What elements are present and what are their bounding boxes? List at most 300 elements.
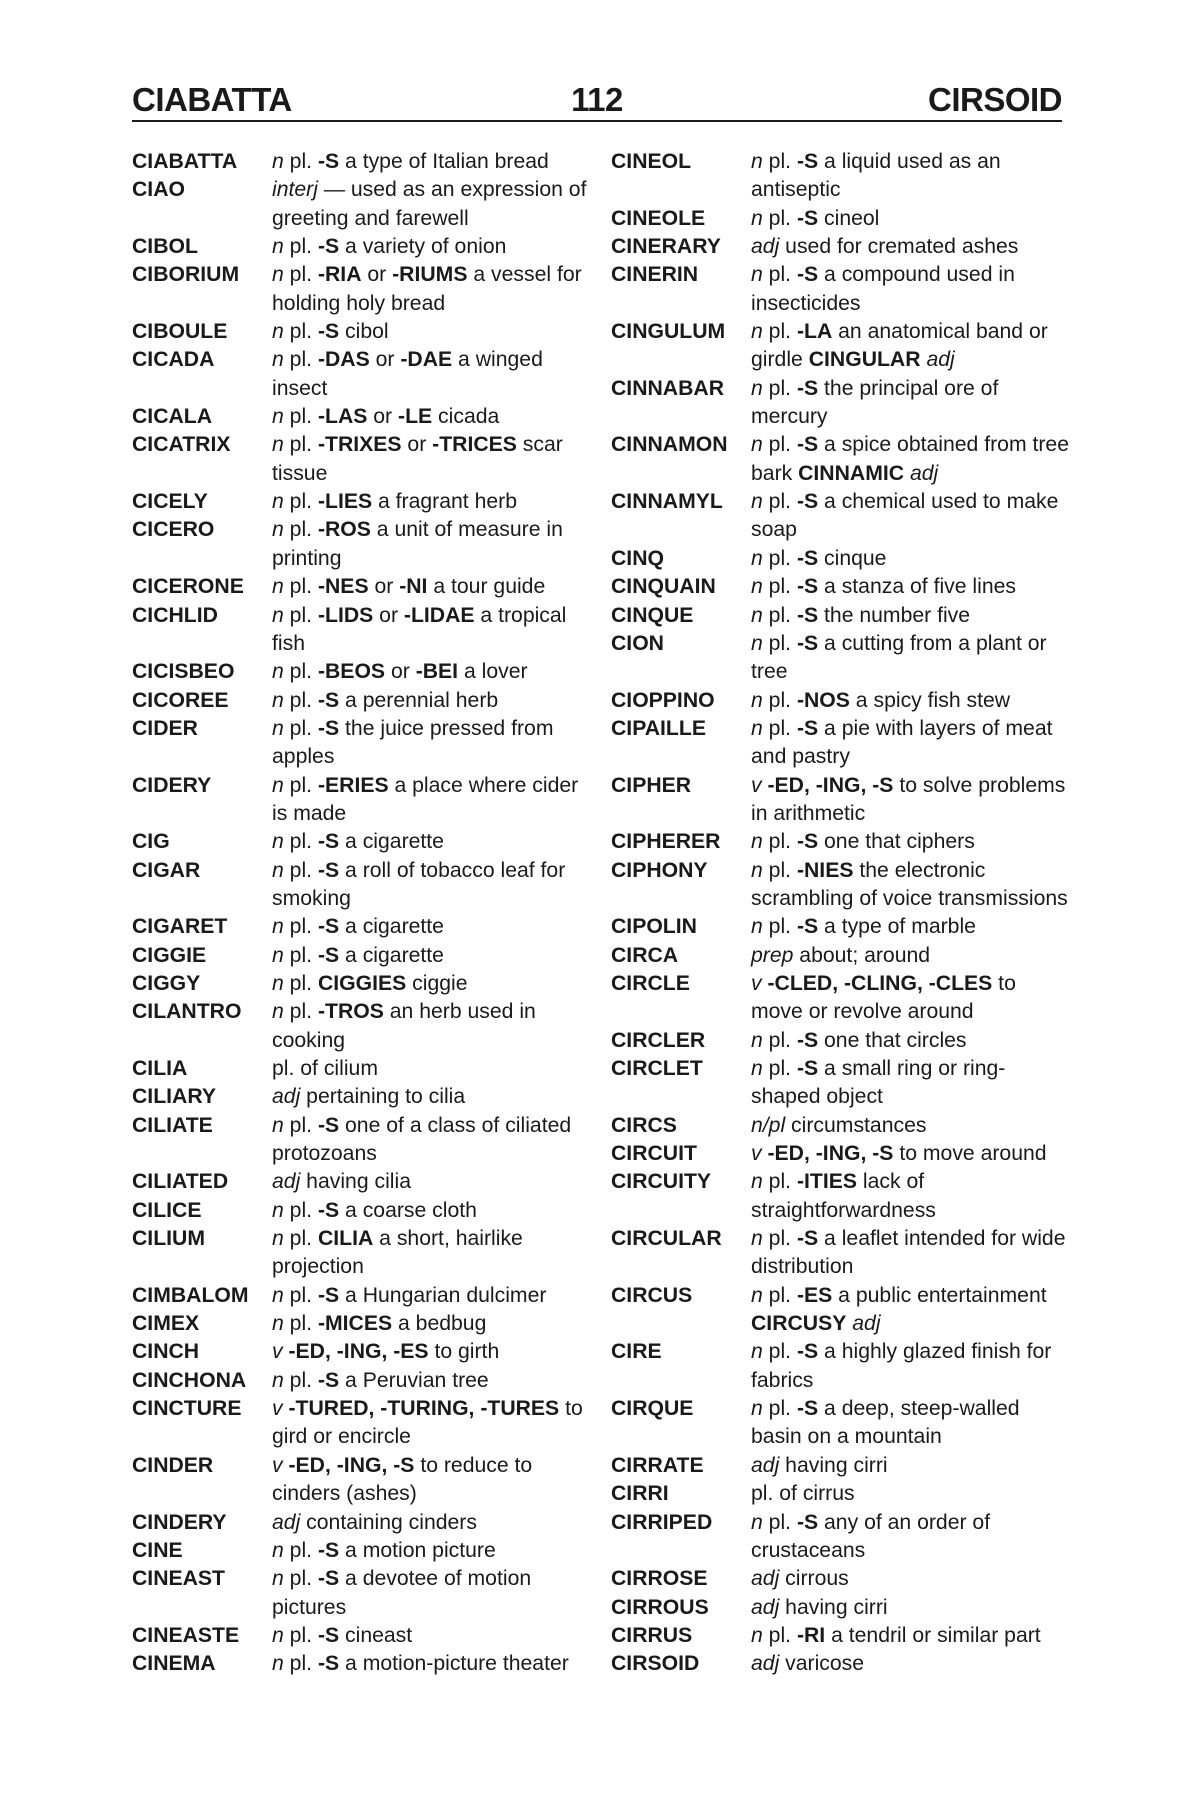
definition-text: any of an order of crustaceans [751,1510,991,1562]
definition [272,1452,592,1509]
dictionary-entry [611,1055,1071,1112]
definition [272,602,592,659]
part-of-speech: adj [852,1312,881,1336]
dictionary-entry [611,1509,1071,1566]
inflection: -TRICES [432,433,517,457]
part-of-speech: interj [272,178,318,202]
part-of-speech: n [272,263,284,287]
part-of-speech: prep [751,943,794,967]
headword: CIBOULE [132,320,228,344]
definition-text: a coarse cloth [339,1198,477,1222]
dictionary-entry [611,1027,1071,1055]
definition-text: pl. [762,433,797,457]
part-of-speech: n [272,235,284,259]
dictionary-entry [132,772,592,829]
dictionary-entry [611,261,1071,318]
inflection: -S [317,1198,340,1222]
part-of-speech: n [272,971,284,995]
dictionary-entry [132,658,592,686]
headword: CIRCA [611,943,679,967]
part-of-speech: n [751,150,763,173]
definition-text: a deep, steep-walled basin on a mountain [751,1397,1020,1449]
inflection: -S [796,631,819,655]
definition-text: a highly glazed finish for fabrics [751,1340,1052,1392]
definition [272,1083,592,1111]
definition-text: a pie with layers of meat and pastry [751,716,1053,769]
inflection: -S [796,1397,819,1421]
part-of-speech: n [751,263,763,287]
inflection: -S [317,1538,340,1562]
dictionary-entry [132,1509,592,1537]
inflection: -LAS [317,405,368,429]
definition-text: pertaining to cilia [300,1085,466,1109]
definition-text: circumstances [785,1113,927,1137]
definition-text: or [401,433,433,457]
headword: CINNABAR [611,376,724,400]
part-of-speech: adj [751,1652,780,1676]
definition-text: a lover [458,660,528,684]
dictionary-entry [132,1565,592,1622]
inflection: -S [317,150,340,173]
inflection: -S [317,1567,340,1591]
definition-text: to solve problems in arithmetic [751,773,1066,825]
headword: CILIATE [132,1113,213,1137]
definition-text: a motion picture [339,1538,496,1562]
definition-text: pl. [762,546,797,570]
dictionary-entry [611,1452,1071,1480]
dictionary-entry [132,1168,592,1196]
definition-text: lack of straightforwardness [751,1170,936,1222]
definition [272,1395,592,1452]
definition [272,261,592,318]
definition [751,942,1071,970]
part-of-speech: adj [751,1595,780,1619]
dictionary-entry [611,1622,1071,1650]
dictionary-entry [611,942,1071,970]
definition-text: a vessel for holding holy bread [272,263,582,315]
inflection: -S [796,150,819,173]
dictionary-entry [611,970,1071,1027]
part-of-speech: n [751,1397,763,1421]
headword: CICHLID [132,603,218,627]
definition [751,233,1071,261]
inflection: -S [796,263,819,287]
definition-text: pl. [762,1170,797,1194]
dictionary-entry [132,1367,592,1395]
definition-text: pl. [283,320,318,344]
headword: CIRCUIT [611,1142,697,1166]
dictionary-entry [132,233,592,261]
dictionary-entry [611,630,1071,687]
left-column [132,148,592,1679]
headword: CINDERY [132,1510,227,1534]
definition [751,1027,1071,1055]
headword: CINERIN [611,263,699,287]
dictionary-entry [132,1395,592,1452]
definition [751,545,1071,573]
definition-text: to move or revolve around [751,971,1016,1024]
inflection: -S [796,716,819,740]
definition [751,687,1071,715]
definition-text: pl. [762,575,797,599]
definition-text: pl. [762,1623,797,1647]
definition-text: pl. [762,1397,797,1421]
definition [272,233,592,261]
headword: CICOREE [132,688,229,712]
inflection: -RIUMS [392,263,468,287]
part-of-speech: n [751,1028,763,1052]
right-column [611,148,1071,1679]
definition [751,148,1071,205]
definition-text: — used as an expression of greeting and farewell [272,178,587,230]
definition [751,1112,1071,1140]
definition [751,715,1071,772]
definition-text: or [361,263,393,287]
definition [751,1622,1071,1650]
definition-text: pl. [283,518,318,542]
inflection: -NOS [796,688,850,712]
definition [751,630,1071,687]
headword: CINCTURE [132,1397,242,1421]
headword: CINDER [132,1453,214,1477]
definition-text: pl. [762,206,797,230]
headword: CINEOL [611,150,692,173]
inflection: -S [796,1057,819,1080]
definition-text: pl. [283,348,318,372]
inflection: -S [317,858,340,882]
page-header [132,80,1062,122]
dictionary-entry [132,346,592,403]
headword: CINEAST [132,1567,225,1591]
dictionary-entry [132,1650,592,1678]
inflection: -S [796,1028,819,1052]
dictionary-entry [611,828,1071,856]
inflection: -S [796,1510,819,1534]
definition [272,970,592,998]
part-of-speech: n [272,830,284,854]
inflection: -ITIES [796,1170,857,1194]
definition-text: a liquid used as an antiseptic [751,150,1001,202]
headword: CIRRUS [611,1623,693,1647]
right-guide-word: CIRSOID [927,81,1062,118]
definition-text: a public entertainment [832,1283,1047,1307]
definition-text: having cirri [779,1595,888,1619]
inflection: -NIES [796,858,854,882]
definition-text: a Hungarian dulcimer [339,1283,547,1307]
definition [272,1565,592,1622]
part-of-speech: adj [926,348,955,372]
definition-text: pl. [283,1000,318,1024]
definition-text: pl. [762,1227,797,1251]
definition-text: pl. [283,830,318,854]
dictionary-entry [132,970,592,998]
dictionary-entry [132,148,592,176]
part-of-speech: n [751,206,763,230]
dictionary-entry [611,1395,1071,1452]
headword: CIPHONY [611,858,708,882]
part-of-speech: n [272,320,284,344]
dictionary-entry [611,148,1071,205]
dictionary-entry [132,715,592,772]
definition [272,772,592,829]
definition [751,1452,1071,1480]
definition-text: to move around [893,1142,1047,1166]
inflection: -BEOS [317,660,386,684]
inflection: -S [317,235,340,259]
headword: CICALA [132,405,213,429]
inflection: -LIDS [317,603,374,627]
definition [272,1282,592,1310]
definition-text: pl. [283,405,318,429]
definition-text: one that ciphers [818,830,975,854]
headword: CIRSOID [611,1652,700,1676]
part-of-speech: n [272,1623,284,1647]
definition-text: pl. of cilium [272,1057,378,1080]
inflection: -ES [796,1283,833,1307]
inflection: CILIA [317,1227,374,1251]
dictionary-entry [611,1594,1071,1622]
definition-text: cinque [818,546,887,570]
definition [751,970,1071,1027]
definition-text: a chemical used to make soap [751,490,1059,542]
dictionary-entry [132,1282,592,1310]
dictionary-entry [132,488,592,516]
definition-text: the electronic scrambling of voice transmissions [751,858,1068,910]
part-of-speech: adj [751,1453,780,1477]
dictionary-entry [611,687,1071,715]
definition-text: pl. [762,915,797,939]
definition-text: the principal ore of mercury [751,376,999,429]
definition-text: a cutting from a plant or tree [751,631,1047,684]
part-of-speech: n [272,915,284,939]
part-of-speech: n [751,320,763,344]
part-of-speech: adj [751,235,780,259]
headword: CIG [132,830,170,854]
definition-text: pl. [283,1623,318,1647]
definition-text: or [368,575,400,599]
definition-text: a tendril or similar part [825,1623,1041,1647]
part-of-speech: n [272,1567,284,1591]
definition [751,1594,1071,1622]
definition [751,913,1071,941]
headword: CIRCULAR [611,1227,722,1251]
definition-text: pl. [283,235,318,259]
definition [272,346,592,403]
definition-text: pl. [283,943,318,967]
definition-text: a tropical fish [272,603,567,655]
headword: CILIARY [132,1085,216,1109]
part-of-speech: n [751,1227,763,1251]
definition [272,658,592,686]
headword: CICADA [132,348,215,372]
part-of-speech: n [272,858,284,882]
definition [751,828,1071,856]
inflection: -ED, -ING, -S [288,1453,415,1477]
definition-text: pl. [283,263,318,287]
part-of-speech: n [272,1368,284,1392]
definition [751,573,1071,601]
dictionary-entry [611,1650,1071,1678]
definition-text: a roll of tobacco leaf for smoking [272,858,566,910]
definition-text: varicose [779,1652,865,1676]
inflection: -LA [796,320,833,344]
headword: CINCHONA [132,1368,247,1392]
headword: CIOPPINO [611,688,715,712]
inflection: -RI [796,1623,826,1647]
inflection: -S [317,688,340,712]
part-of-speech: n [751,631,763,655]
definition-text: pl. [283,575,318,599]
definition [272,1367,592,1395]
definition-text: a cigarette [339,943,444,967]
inflection: -S [796,546,819,570]
part-of-speech: n [751,433,763,457]
inflection: -BEI [415,660,459,684]
definition [272,942,592,970]
part-of-speech: n [272,405,284,429]
headword: CIRQUE [611,1397,694,1421]
inflection: -TRIXES [317,433,402,457]
definition-text: a fragrant herb [372,490,517,514]
definition-text: to gird or encircle [272,1397,583,1449]
definition [272,1509,592,1537]
definition-text: pl. [283,1283,318,1307]
definition [272,403,592,431]
definition-text: cineast [339,1623,413,1647]
definition-text: pl. [762,1340,797,1364]
definition-text: pl. [762,716,797,740]
definition-text: pl. [762,830,797,854]
dictionary-entry [132,1083,592,1111]
part-of-speech: n [751,575,763,599]
part-of-speech: n [272,943,284,967]
inflection: -ED, -ING, -S [767,773,894,797]
definition [272,913,592,941]
part-of-speech: n [751,1283,763,1307]
definition-text: pl. [283,1652,318,1676]
dictionary-entry [132,1197,592,1225]
inflection: -S [317,716,340,740]
definition-text: scar tissue [272,433,563,485]
definition-text: pl. [283,1312,318,1336]
headword: CIRCLER [611,1028,706,1052]
page-number: 112 [571,81,623,118]
part-of-speech: adj [909,461,939,485]
inflection: -ERIES [317,773,389,797]
definition-text: or [373,603,404,627]
part-of-speech: n [751,858,763,882]
definition [751,1338,1071,1395]
part-of-speech: n [272,433,284,457]
dictionary-entry [132,857,592,914]
headword: CILIA [132,1057,188,1080]
dictionary-entry [132,1537,592,1565]
definition [272,1168,592,1196]
definition-text: a leaflet intended for wide distribution [751,1227,1066,1279]
definition-text: pl. [283,1113,318,1137]
definition-text: pl. [762,1028,797,1052]
part-of-speech: n [272,1000,284,1024]
definition [272,431,592,488]
headword: CIRRIPED [611,1510,713,1534]
dictionary-entry [132,687,592,715]
definition-text: a tour guide [427,575,546,599]
definition [751,1168,1071,1225]
part-of-speech: n/pl [751,1113,786,1137]
dictionary-entry [132,573,592,601]
definition-text: pl. [762,1283,797,1307]
dictionary-entry [611,1225,1071,1282]
definition-text: a variety of onion [339,235,507,259]
inflection: -S [796,915,819,939]
part-of-speech: n [272,1652,284,1676]
definition [751,1565,1071,1593]
headword: CINQUAIN [611,575,716,599]
inflection: -S [317,1652,340,1676]
dictionary-entry [611,1338,1071,1395]
definition-text: used for cremated ashes [779,235,1019,259]
definition [272,488,592,516]
definition-text: a small ring or ring-shaped object [751,1057,1006,1109]
definition [751,1480,1071,1508]
part-of-speech: v [272,1453,283,1477]
definition-text: pl. [283,858,318,882]
definition-text: cibol [339,320,389,344]
headword: CIRRI [611,1482,669,1506]
inflection: -DAE [400,348,453,372]
definition [751,1140,1071,1168]
definition-text: pl. [762,631,797,655]
definition-text: containing cinders [300,1510,477,1534]
definition-text: pl. [762,490,797,514]
definition-text: or [369,348,401,372]
headword: CIRCS [611,1113,677,1137]
definition-text: pl. [283,1538,318,1562]
definition-text: a devotee of motion pictures [272,1567,532,1619]
definition [751,1650,1071,1678]
inflection: -S [796,433,819,457]
dictionary-entry [611,1168,1071,1225]
definition-text: a Peruvian tree [339,1368,489,1392]
headword: CIGGY [132,971,201,995]
inflection: CIRCUSY [751,1312,847,1336]
dictionary-entry [611,1480,1071,1508]
definition-text: pl. [283,716,318,740]
dictionary-entry [611,1565,1071,1593]
definition [272,148,592,176]
inflection: -LE [398,405,433,429]
part-of-speech: adj [272,1510,301,1534]
dictionary-entry [611,573,1071,601]
part-of-speech: n [272,660,284,684]
dictionary-entry [611,318,1071,375]
inflection: -RIA [317,263,362,287]
inflection: -S [796,1227,819,1251]
definition-text: a place where cider is made [272,773,579,825]
part-of-speech: n [751,546,763,570]
headword: CICELY [132,490,208,514]
headword: CINERARY [611,235,721,259]
inflection: -S [317,1113,340,1137]
headword: CIABATTA [132,150,238,173]
definition [272,318,592,346]
definition-text: cirrous [779,1567,849,1591]
definition [272,1537,592,1565]
definition [272,1225,592,1282]
definition [751,488,1071,545]
inflection: -S [317,943,340,967]
headword: CIGGIE [132,943,207,967]
